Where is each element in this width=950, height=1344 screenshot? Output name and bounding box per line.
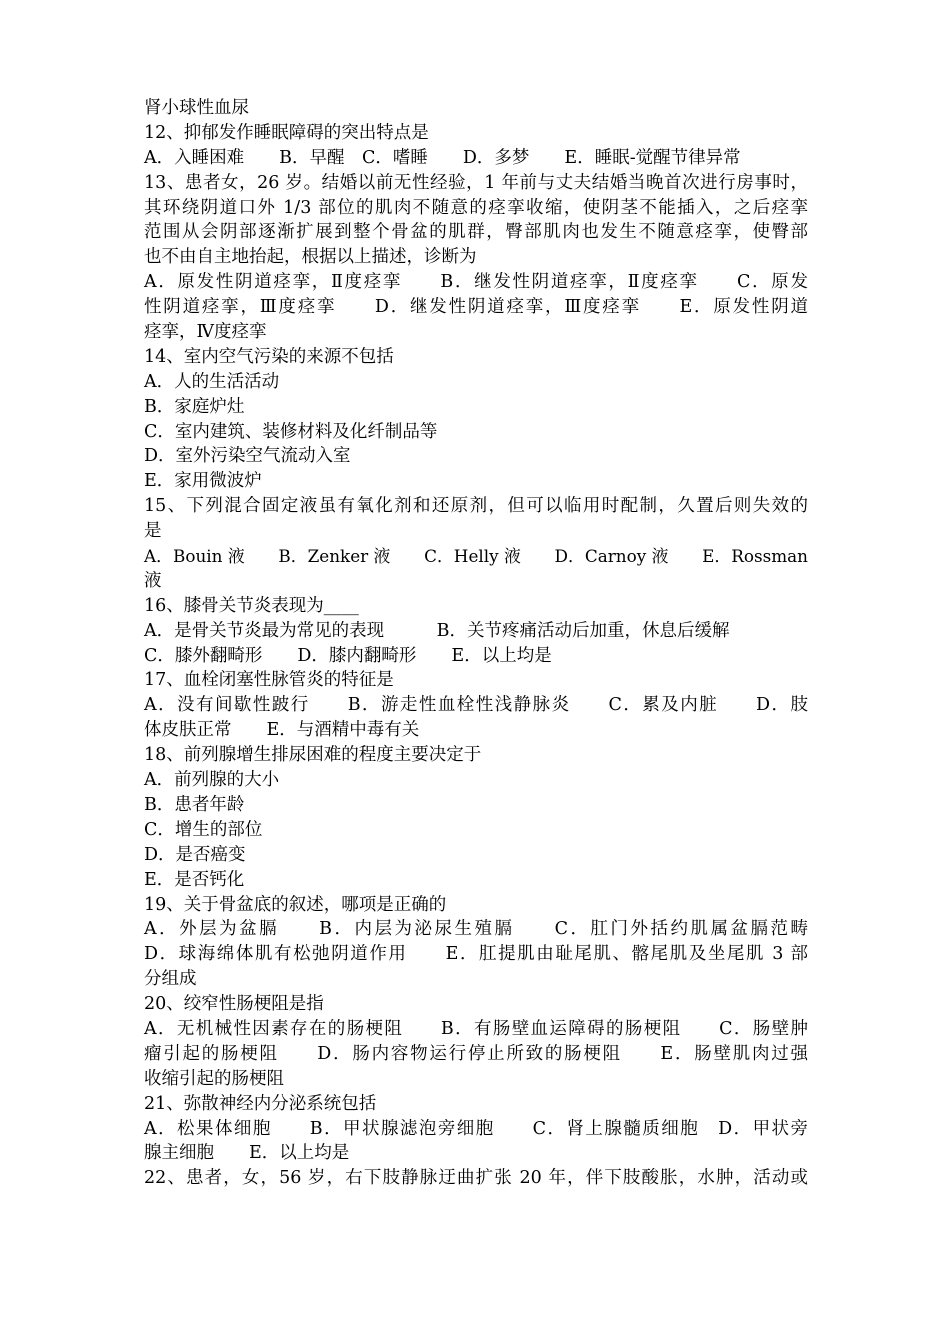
- question-18-stem: 18、前列腺增生排尿困难的程度主要决定于: [144, 745, 482, 766]
- question-18-option: A．前列腺的大小: [144, 770, 280, 791]
- question-13-options: 痉挛，Ⅳ度痉挛: [144, 322, 267, 343]
- question-16-stem: 16、膝骨关节炎表现为____: [144, 595, 359, 616]
- question-19-options: A．外层为盆膈 B．内层为泌尿生殖膈 C．肛门外括约肌属盆膈范畴: [144, 919, 808, 940]
- question-13-stem: 13、患者女，26 岁。结婚以前无性经验，1 年前与丈夫结婚当晚首次进行房事时，: [144, 172, 808, 193]
- question-12-stem: 12、抑郁发作睡眠障碍的突出特点是: [144, 122, 429, 143]
- question-21-stem: 21、弥散神经内分泌系统包括: [144, 1093, 377, 1114]
- question-15-stem: 是: [144, 521, 162, 542]
- question-14-option: B．家庭炉灶: [144, 396, 245, 417]
- question-16-options: A．是骨关节炎最为常见的表现 B．关节疼痛活动后加重，休息后缓解: [144, 620, 730, 641]
- question-20-stem: 20、绞窄性肠梗阻是指: [144, 994, 324, 1015]
- question-22-stem: 22、患者，女，56 岁，右下肢静脉迂曲扩张 20 年，伴下肢酸胀，水肿，活动或: [144, 1168, 808, 1189]
- question-20-options: 收缩引起的肠梗阻: [144, 1068, 284, 1089]
- question-16-options: C．膝外翻畸形 D．膝内翻畸形 E．以上均是: [144, 645, 552, 666]
- question-14-option: A．人的生活活动: [144, 371, 280, 392]
- question-13-options: A．原发性阴道痉挛，Ⅱ度痉挛 B．继发性阴道痉挛，Ⅱ度痉挛 C．原发: [144, 272, 808, 293]
- question-21-options: A．松果体细胞 B．甲状腺滤泡旁细胞 C．肾上腺髓质细胞 D．甲状旁: [144, 1118, 808, 1139]
- question-18-option: D．是否癌变: [144, 844, 246, 865]
- question-13-stem: 其环绕阴道口外 1/3 部位的肌肉不随意的痉挛收缩，使阴茎不能插入，之后痉挛: [144, 197, 808, 218]
- question-14-option: C．室内建筑、装修材料及化纤制品等: [144, 421, 438, 442]
- question-14-stem: 14、室内空气污染的来源不包括: [144, 346, 394, 367]
- question-14-option: D．室外污染空气流动入室: [144, 446, 351, 467]
- question-17-options: A．没有间歇性跛行 B．游走性血栓性浅静脉炎 C．累及内脏 D．肢: [144, 695, 808, 716]
- question-18-option: C．增生的部位: [144, 819, 263, 840]
- question-19-options: 分组成: [144, 969, 197, 990]
- question-20-options: A．无机械性因素存在的肠梗阻 B．有肠壁血运障碍的肠梗阻 C．肠壁肿: [144, 1018, 808, 1039]
- question-14-option: E．家用微波炉: [144, 471, 262, 492]
- question-15-options: 液: [144, 570, 162, 591]
- text-line: 肾小球性血尿: [144, 98, 249, 118]
- question-13-stem: 范围从会阴部逐渐扩展到整个骨盆的肌群，臀部肌肉也发生不随意痉挛，使臀部: [144, 222, 808, 243]
- question-19-options: D．球海绵体肌有松弛阴道作用 E．肛提肌由耻尾肌、髂尾肌及坐尾肌 3 部: [144, 944, 808, 965]
- question-13-stem: 也不由自主地抬起，根据以上描述，诊断为: [144, 247, 477, 268]
- question-19-stem: 19、关于骨盆底的叙述，哪项是正确的: [144, 894, 447, 915]
- question-17-options: 体皮肤正常 E．与酒精中毒有关: [144, 720, 420, 741]
- question-12-options: A．入睡困难 B．早醒 C．嗜睡 D．多梦 E．睡眠-觉醒节律异常: [144, 147, 741, 168]
- question-13-options: 性阴道痉挛，Ⅲ度痉挛 D．继发性阴道痉挛，Ⅲ度痉挛 E．原发性阴道: [144, 297, 808, 318]
- question-17-stem: 17、血栓闭塞性脉管炎的特征是: [144, 670, 394, 691]
- question-15-stem: 15、下列混合固定液虽有氧化剂和还原剂，但可以临用时配制，久置后则失效的: [144, 496, 808, 517]
- document-page: [144, 96, 808, 1191]
- question-21-options: 腺主细胞 E．以上均是: [144, 1143, 350, 1164]
- question-20-options: 瘤引起的肠梗阻 D．肠内容物运行停止所致的肠梗阻 E．肠壁肌肉过强: [144, 1043, 808, 1064]
- question-18-option: B．患者年龄: [144, 794, 245, 815]
- question-18-option: E．是否钙化: [144, 869, 245, 890]
- question-15-options: A．Bouin 液 B．Zenker 液 C．Helly 液 D．Carnoy 液 E．Rossman: [144, 546, 808, 567]
